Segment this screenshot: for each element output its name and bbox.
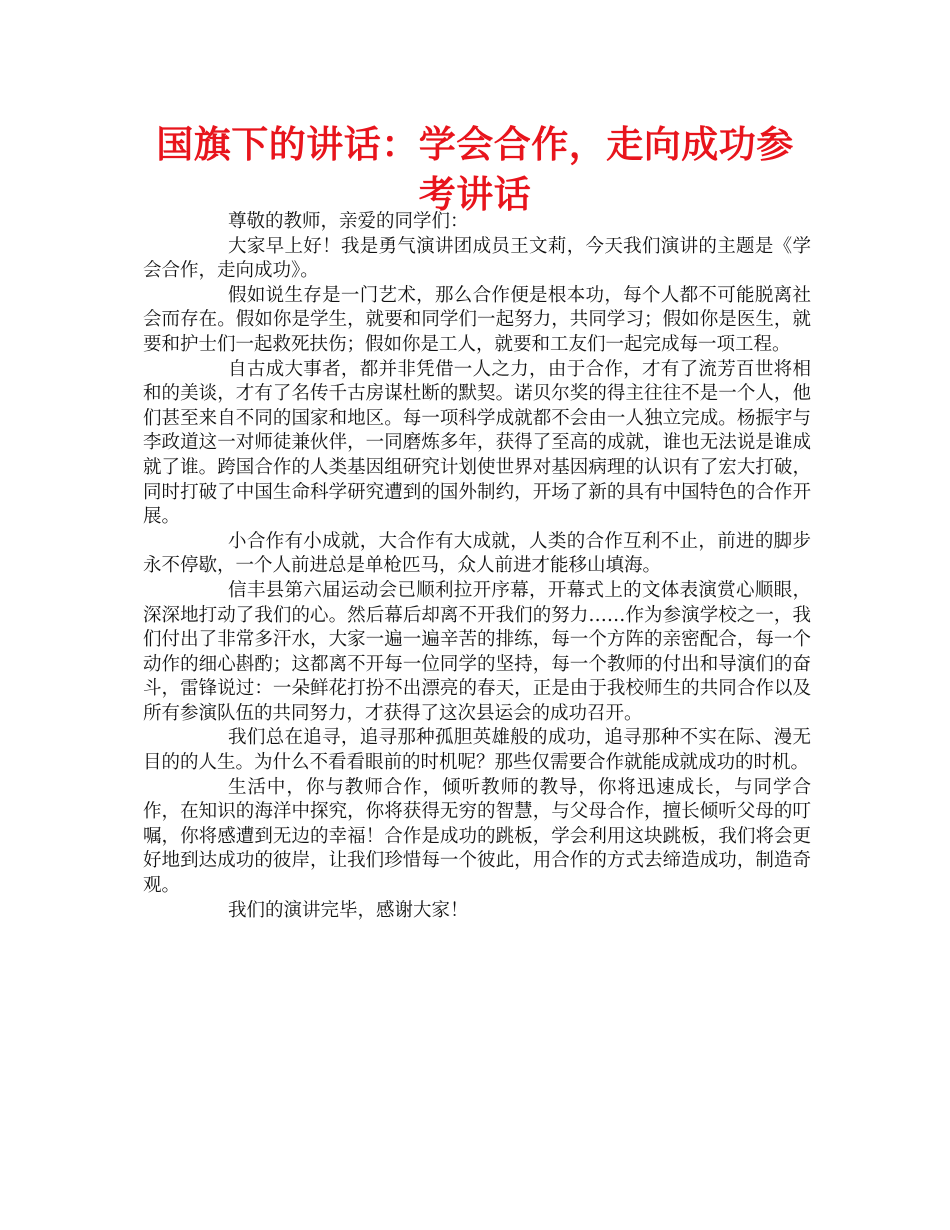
paragraph: 大家早上好！我是勇气演讲团成员王文莉，今天我们演讲的主题是《学会合作，走向成功》。 [143,235,811,282]
paragraph: 信丰县第六届运动会已顺利拉开序幕，开幕式上的文体表演赏心顺眼，深深地打动了我们的心。然后幕后却离不开我们的努力……作为参演学校之一，我们付出了非常多汗水，大家一遍一遍辛苦的排练，每一个方阵的亲密配合，每一个动作的细心斟酌；这都离不开每一位同学的坚持，每一个教师的付出和导演们的奋斗，雷锋说过：一朵鲜花打扮不出漂亮的春天，正是由于我校师生的共同合作以及所有参演队伍的共同努力，才获得了这次县运会的成功召开。 [143,579,811,724]
paragraph: 小合作有小成就，大合作有大成就，人类的合作互利不止，前进的脚步永不停歇，一个人前进总是单枪匹马，众人前进才能移山填海。 [143,530,811,577]
paragraph: 我们总在追寻，追寻那种孤胆英雄般的成功，追寻那种不实在际、漫无目的的人生。为什么不看看眼前的时机呢？那些仅需要合作就能成就成功的时机。 [143,727,811,774]
paragraph: 生活中，你与教师合作，倾听教师的教导，你将迅速成长，与同学合作，在知识的海洋中探究，你将获得无穷的智慧，与父母合作，擅长倾听父母的叮嘱，你将感遭到无边的幸福！合作是成功的跳板，学会利用这块跳板，我们将会更好地到达成功的彼岸，让我们珍惜每一个彼此，用合作的方式去缔造成功，制造奇观。 [143,776,811,897]
paragraph-closing: 我们的演讲完毕，感谢大家！ [228,899,469,921]
document-title: 国旗下的讲话：学会合作，走向成功参考讲话 [156,123,794,216]
document-body [143,210,811,923]
paragraph: 自古成大事者，都并非凭借一人之力，由于合作，才有了流芳百世将相和的美谈，才有了名传千古房谋杜断的默契。诺贝尔奖的得主往往不是一个人，他们甚至来自不同的国家和地区。每一项科学成就都不会由一人独立完成。杨振宇与李政道这一对师徒兼伙伴，一同磨炼多年，获得了至高的成就，谁也无法说是谁成就了谁。跨国合作的人类基因组研究计划使世界对基因病理的认识有了宏大打破，同时打破了中国生命科学研究遭到的国外制约，开场了新的具有中国特色的合作开展。 [143,358,811,528]
paragraph: 假如说生存是一门艺术，那么合作便是根本功，每个人都不可能脱离社会而存在。假如你是学生，就要和同学们一起努力，共同学习；假如你是医生，就要和护士们一起救死扶伤；假如你是工人，就要和工友们一起完成每一项工程。 [143,284,811,355]
paragraph-salutation: 尊敬的教师，亲爱的同学们： [228,211,469,232]
